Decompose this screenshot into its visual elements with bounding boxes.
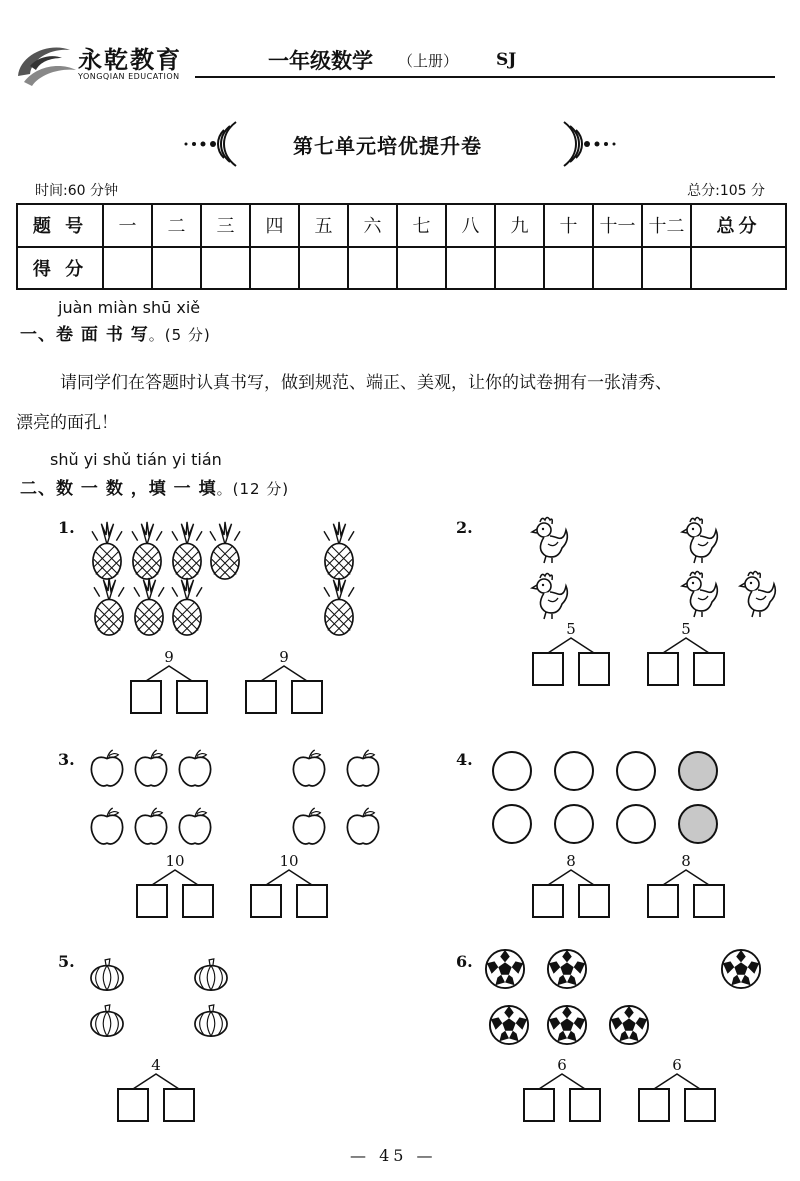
answer-box[interactable]: [578, 652, 610, 686]
pineapple-icon: [128, 520, 166, 580]
col-header: 十一: [593, 204, 642, 247]
section2-score: 。(12 分): [216, 480, 290, 498]
section1-text-line2: 漂亮的面孔！: [16, 413, 118, 433]
answer-box[interactable]: [296, 884, 328, 918]
col-header: 四: [250, 204, 299, 247]
section1-text-line1: 请同学们在答题时认真书写，做到规范、端正、美观，让你的试卷拥有一张清秀、: [60, 373, 672, 393]
question-5-picture: [88, 958, 248, 1044]
answer-box[interactable]: [523, 1088, 555, 1122]
col-header: 六: [348, 204, 397, 247]
circle-icon: [679, 805, 717, 843]
col-header: 三: [201, 204, 250, 247]
answer-box[interactable]: [291, 680, 323, 714]
answer-box[interactable]: [693, 652, 725, 686]
soccer-ball-icon: [608, 1004, 650, 1046]
answer-box[interactable]: [117, 1088, 149, 1122]
score-table-header-row: [17, 204, 786, 247]
header-rule: [195, 76, 775, 78]
book-code: SJ: [496, 50, 517, 70]
score-table: [16, 203, 787, 290]
number-split-diagram: [519, 1056, 605, 1126]
score-cell[interactable]: [152, 247, 201, 290]
answer-box[interactable]: [245, 680, 277, 714]
soccer-ball-icon: [720, 948, 762, 990]
section1-heading: [20, 320, 211, 345]
number-split-diagram: [634, 1056, 720, 1126]
answer-box[interactable]: [569, 1088, 601, 1122]
question-2-picture: [526, 512, 786, 624]
question-3-number: 3.: [58, 750, 75, 769]
question-5-number: 5.: [58, 952, 75, 971]
circle-icon: [493, 805, 531, 843]
apple-icon: [344, 806, 382, 848]
rooster-icon: [678, 568, 722, 618]
section1-score: 。(5 分): [148, 326, 211, 344]
col-header: 七: [397, 204, 446, 247]
circle-icon: [617, 752, 655, 790]
question-1-picture: [88, 520, 368, 638]
pumpkin-icon: [192, 958, 230, 992]
split-total: 10: [165, 852, 185, 870]
apple-icon: [132, 806, 170, 848]
split-total: 8: [681, 852, 691, 870]
circle-icon: [493, 752, 531, 790]
split-total: 4: [151, 1056, 161, 1074]
score-cell-total[interactable]: [691, 247, 786, 290]
score-cell[interactable]: [397, 247, 446, 290]
circle-icon: [555, 805, 593, 843]
col-header-total: 总分: [691, 204, 786, 247]
pineapple-icon: [320, 520, 358, 580]
answer-box[interactable]: [532, 884, 564, 918]
col-header: 五: [299, 204, 348, 247]
question-1-number: 1.: [58, 518, 75, 537]
apple-icon: [176, 806, 214, 848]
brand-subtitle: YONGQIAN EDUCATION: [78, 72, 180, 81]
rooster-icon: [528, 514, 572, 564]
split-total: 6: [557, 1056, 567, 1074]
pineapple-icon: [320, 576, 358, 636]
question-3-picture: [88, 748, 388, 852]
score-cell[interactable]: [593, 247, 642, 290]
section1-pinyin: juàn miàn shū xiě: [58, 298, 201, 317]
answer-box[interactable]: [684, 1088, 716, 1122]
pineapple-icon: [88, 520, 126, 580]
answer-box[interactable]: [163, 1088, 195, 1122]
pineapple-icon: [90, 576, 128, 636]
soccer-ball-icon: [484, 948, 526, 990]
section2-heading: [20, 474, 289, 499]
number-split-diagram: [113, 1056, 199, 1126]
rooster-icon: [736, 568, 780, 618]
rooster-icon: [528, 570, 572, 620]
book-volume: （上册）: [398, 52, 459, 70]
score-cell[interactable]: [446, 247, 495, 290]
score-cell[interactable]: [544, 247, 593, 290]
question-4-picture: [490, 748, 730, 848]
question-4-number: 4.: [456, 750, 473, 769]
number-split-diagram: [528, 852, 614, 922]
pineapple-icon: [168, 520, 206, 580]
number-split-diagram: [126, 648, 212, 718]
split-total: 6: [672, 1056, 682, 1074]
apple-icon: [290, 806, 328, 848]
answer-box[interactable]: [532, 652, 564, 686]
apple-icon: [88, 806, 126, 848]
book-title: 一年级数学: [268, 49, 373, 73]
circle-icon: [679, 752, 717, 790]
score-cell[interactable]: [103, 247, 152, 290]
pumpkin-icon: [88, 1004, 126, 1038]
split-total: 5: [566, 620, 576, 638]
answer-box[interactable]: [182, 884, 214, 918]
pineapple-icon: [168, 576, 206, 636]
answer-box[interactable]: [693, 884, 725, 918]
answer-box[interactable]: [638, 1088, 670, 1122]
col-header: 八: [446, 204, 495, 247]
circle-icon: [555, 752, 593, 790]
pumpkin-icon: [192, 1004, 230, 1038]
section2-pinyin: shǔ yi shǔ tián yi tián: [50, 450, 222, 469]
number-split-diagram: [643, 620, 729, 690]
brand-name: 永乾教育: [78, 45, 182, 74]
col-header: 十: [544, 204, 593, 247]
pumpkin-icon: [88, 958, 126, 992]
split-total: 10: [279, 852, 299, 870]
col-header: 十二: [642, 204, 691, 247]
score-cell[interactable]: [348, 247, 397, 290]
split-total: 8: [566, 852, 576, 870]
total-score-label: 总分:105 分: [687, 183, 765, 199]
answer-box[interactable]: [136, 884, 168, 918]
score-cell[interactable]: [495, 247, 544, 290]
score-cell[interactable]: [201, 247, 250, 290]
apple-icon: [290, 748, 328, 790]
apple-icon: [132, 748, 170, 790]
answer-box[interactable]: [250, 884, 282, 918]
col-header: 二: [152, 204, 201, 247]
rooster-icon: [678, 514, 722, 564]
section2-title: 二、数 一 数 ，填 一 填: [20, 479, 217, 499]
soccer-ball-icon: [488, 1004, 530, 1046]
answer-box[interactable]: [130, 680, 162, 714]
question-6-number: 6.: [456, 952, 473, 971]
pineapple-icon: [130, 576, 168, 636]
split-total: 9: [279, 648, 289, 666]
score-cell[interactable]: [299, 247, 348, 290]
circle-icon: [617, 805, 655, 843]
soccer-ball-icon: [546, 948, 588, 990]
question-2-number: 2.: [456, 518, 473, 537]
number-split-diagram: [132, 852, 218, 922]
number-split-diagram: [528, 620, 614, 690]
pineapple-icon: [206, 520, 244, 580]
score-cell[interactable]: [250, 247, 299, 290]
score-cell[interactable]: [642, 247, 691, 290]
apple-icon: [344, 748, 382, 790]
soccer-ball-icon: [546, 1004, 588, 1046]
page-number: — 45 —: [350, 1146, 437, 1165]
answer-box[interactable]: [647, 884, 679, 918]
apple-icon: [176, 748, 214, 790]
answer-box[interactable]: [578, 884, 610, 918]
answer-box[interactable]: [176, 680, 208, 714]
answer-box[interactable]: [647, 652, 679, 686]
number-split-diagram: [643, 852, 729, 922]
split-total: 9: [164, 648, 174, 666]
brand-logo-icon: [10, 36, 82, 92]
question-6-picture: [484, 948, 774, 1052]
section1-title: 一、卷 面 书 写: [20, 325, 149, 345]
unit-title: 第七单元培优提升卷: [293, 134, 482, 158]
col-header: 九: [495, 204, 544, 247]
row-label-question-number: 题 号: [17, 204, 103, 247]
col-header: 一: [103, 204, 152, 247]
number-split-diagram: [246, 852, 332, 922]
time-limit-label: 时间:60 分钟: [35, 183, 118, 199]
apple-icon: [88, 748, 126, 790]
row-label-score: 得 分: [17, 247, 103, 290]
score-table-score-row: [17, 247, 786, 290]
number-split-diagram: [241, 648, 327, 718]
split-total: 5: [681, 620, 691, 638]
